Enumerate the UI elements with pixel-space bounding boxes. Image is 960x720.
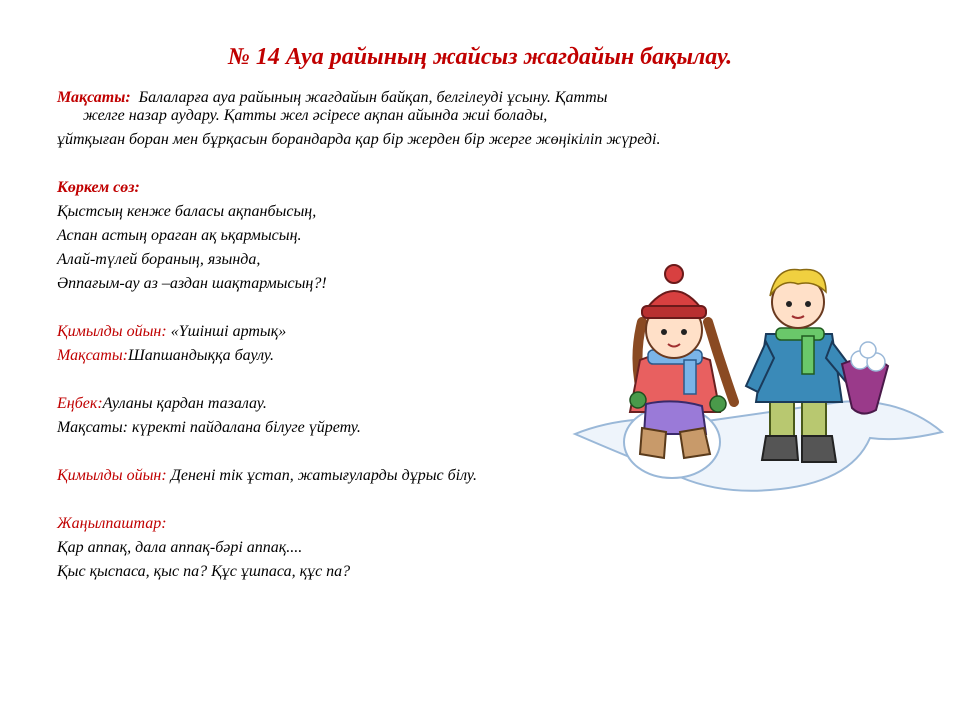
goal-line-2: желге назар аудару. Қатты жел әсіресе ақпан айында жиі болады, xyxy=(83,107,548,124)
goal-text-1: Балаларға ауа райының жагдайын байқап, белгілеуді ұсыну. Қатты xyxy=(138,89,608,106)
page-title: № 14 Ауа райының жайсыз жагдайын бақылау. xyxy=(227,44,733,70)
poem-label: Көркем сөз: xyxy=(57,179,140,196)
poem-line: Алай-түлей бораның, язында, xyxy=(57,251,261,268)
game1-label: Қимылды ойын: xyxy=(57,323,167,340)
work-line xyxy=(57,394,267,414)
riddle-line: Қыс қыспаса, қыс па? Құс ұшпаса, құс па? xyxy=(57,563,351,580)
poem-line: Әппағым-ау аз –аздан шақтармысың?! xyxy=(57,275,327,292)
goal-label: Мақсаты: xyxy=(57,89,131,106)
riddles-label: Жаңылпаштар: xyxy=(57,515,167,532)
game2-text: Денені тік ұстап, жатығуларды дұрыс білу. xyxy=(170,467,477,484)
winter-children-illustration xyxy=(570,262,950,502)
work-goal-line: Мақсаты: күректі пайдалана білуге үйрету. xyxy=(57,419,361,436)
riddle-line: Қар аппақ, дала аппақ-бәрі аппақ.... xyxy=(57,539,303,556)
poem-line: Қыстсың кенже баласы ақпанбысың, xyxy=(57,203,317,220)
game1-goal-text: Шапшандыққа баулу. xyxy=(128,347,274,364)
work-text: Ауланы қардан тазалау. xyxy=(102,395,267,412)
poem-line: Аспан астың ораган ақ ьқармысың. xyxy=(57,227,302,244)
goal-line-3: ұйтқыған боран мен бұрқасын борандарда қар бір жерден бір жерге жөңікіліп жүреді. xyxy=(57,131,661,148)
game1-text: «Үшінші артық» xyxy=(170,323,287,340)
work-label: Еңбек: xyxy=(57,395,103,412)
game1-goal-line xyxy=(57,346,274,366)
game2-line xyxy=(57,466,477,486)
game1-line xyxy=(57,322,286,342)
goal-line-1 xyxy=(57,88,607,108)
girl xyxy=(624,265,734,478)
game2-label: Қимылды ойын: xyxy=(57,467,167,484)
game1-goal-label: Мақсаты: xyxy=(57,347,128,364)
